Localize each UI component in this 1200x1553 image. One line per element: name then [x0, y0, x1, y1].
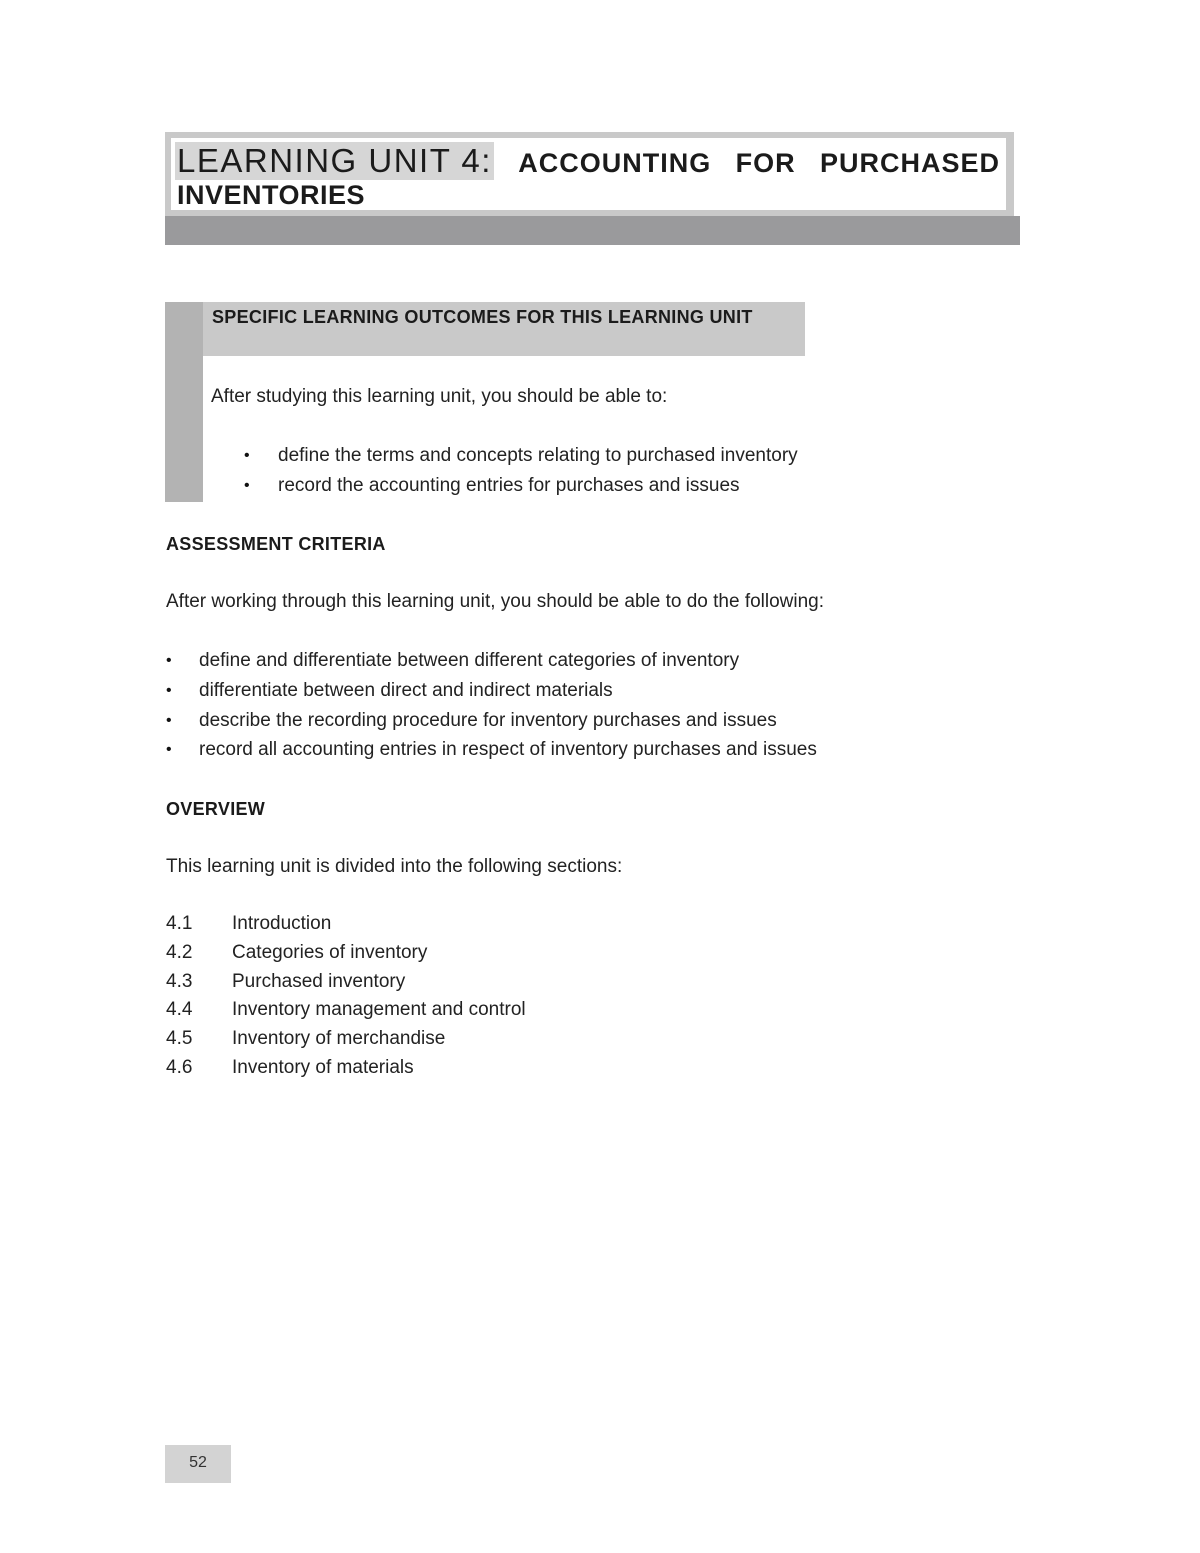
section-title: Inventory of merchandise: [232, 1028, 446, 1050]
section-number: 4.2: [166, 941, 193, 963]
bullet-icon: •: [244, 477, 250, 494]
bullet-icon: •: [166, 681, 172, 699]
section-title: Inventory management and control: [232, 999, 526, 1021]
section-title: Inventory of materials: [232, 1056, 414, 1078]
outcomes-intro: After studying this learning unit, you should be able to:: [211, 386, 668, 407]
assessment-text: describe the recording procedure for inventory purchases and issues: [199, 709, 777, 731]
list-item: [244, 474, 798, 504]
unit-title-word: ACCOUNTING: [518, 148, 712, 178]
section-number: 4.3: [166, 970, 193, 992]
section-title: Introduction: [232, 913, 332, 934]
assessment-intro: After working through this learning unit, you should be able to do the following:: [166, 591, 825, 612]
section-title: Categories of inventory: [232, 941, 428, 963]
list-item: [166, 679, 817, 709]
assessment-list: [166, 649, 817, 768]
outcomes-sidebar-bar: [165, 302, 203, 502]
outcomes-header-box: [203, 302, 805, 356]
assessment-text: record all accounting entries in respect of inventory purchases and issues: [199, 739, 817, 761]
title-underline-bar: [165, 216, 1020, 245]
unit-title-word: PURCHASED: [819, 148, 1000, 178]
assessment-text: define and differentiate between different categories of inventory: [199, 650, 740, 671]
outcomes-heading: SPECIFIC LEARNING OUTCOMES FOR THIS LEARNING UNIT: [212, 307, 753, 327]
bullet-icon: •: [244, 447, 250, 464]
assessment-heading: ASSESSMENT CRITERIA: [166, 534, 386, 554]
bullet-icon: •: [166, 711, 172, 729]
outcomes-list: [244, 444, 798, 504]
list-item: [166, 738, 817, 768]
unit-title-line-2: INVENTORIES: [177, 180, 366, 210]
section-number: 4.6: [166, 1056, 193, 1078]
unit-title-box: [171, 138, 1006, 210]
unit-title-line-1: [175, 142, 1000, 180]
section-title: Purchased inventory: [232, 970, 406, 992]
list-item: [166, 709, 817, 739]
bullet-icon: •: [166, 652, 172, 669]
outcome-text: record the accounting entries for purchases and issues: [278, 475, 740, 496]
assessment-text: differentiate between direct and indirect materials: [199, 679, 613, 701]
overview-intro: This learning unit is divided into the following sections:: [166, 856, 623, 877]
bullet-icon: •: [166, 741, 172, 759]
list-item: [166, 649, 817, 679]
overview-heading: OVERVIEW: [166, 799, 266, 819]
unit-title-word: FOR: [735, 148, 796, 178]
outcome-text: define the terms and concepts relating to purchased inventory: [278, 445, 798, 466]
section-number: 4.4: [166, 999, 193, 1021]
page-number: 52: [165, 1445, 231, 1483]
unit-number-label: LEARNING UNIT 4:: [177, 142, 492, 179]
section-number: 4.5: [166, 1028, 193, 1050]
list-item: [244, 444, 798, 474]
unit-title-frame: [165, 132, 1014, 216]
section-number: 4.1: [166, 913, 193, 934]
